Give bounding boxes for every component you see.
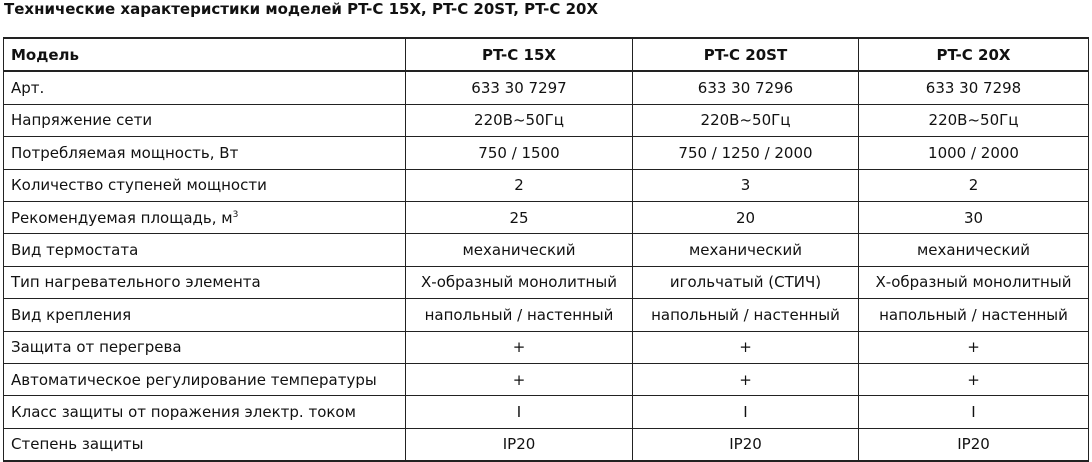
value-cell: + (633, 331, 859, 363)
table-row (4, 266, 1089, 298)
value-cell: 633 30 7296 (633, 71, 859, 104)
row-label-cell: Степень защиты (4, 428, 406, 461)
table-row (4, 299, 1089, 331)
value-cell: + (859, 363, 1089, 395)
header-model-cell: PT-C 20X (859, 38, 1089, 71)
header-model-cell: PT-C 20ST (633, 38, 859, 71)
value-cell: I (633, 396, 859, 428)
value-cell: IP20 (406, 428, 633, 461)
value-cell: 633 30 7298 (859, 71, 1089, 104)
value-cell: Х-образный монолитный (406, 266, 633, 298)
value-cell: 25 (406, 201, 633, 233)
value-cell: I (859, 396, 1089, 428)
row-label-cell: Автоматическое регулирование температуры (4, 363, 406, 395)
value-cell: 3 (633, 169, 859, 201)
value-cell: 750 / 1250 / 2000 (633, 137, 859, 169)
value-cell: 2 (859, 169, 1089, 201)
value-cell: 633 30 7297 (406, 71, 633, 104)
row-label-cell: Тип нагревательного элемента (4, 266, 406, 298)
value-cell: 750 / 1500 (406, 137, 633, 169)
header-model-cell: PT-C 15X (406, 38, 633, 71)
row-label-text: Рекомендуемая площадь, м (11, 208, 233, 227)
row-label-cell: Класс защиты от поражения электр. током (4, 396, 406, 428)
value-cell: 20 (633, 201, 859, 233)
table-row (4, 234, 1089, 266)
value-cell: IP20 (859, 428, 1089, 461)
row-label-cell: Вид термостата (4, 234, 406, 266)
value-cell: + (406, 331, 633, 363)
row-label-cell: Напряжение сети (4, 104, 406, 136)
value-cell: механический (406, 234, 633, 266)
table-row (4, 137, 1089, 169)
value-cell: I (406, 396, 633, 428)
value-cell: игольчатый (СТИЧ) (633, 266, 859, 298)
value-cell: механический (633, 234, 859, 266)
table-row (4, 331, 1089, 363)
row-label-cell: Защита от перегрева (4, 331, 406, 363)
table-row (4, 363, 1089, 395)
value-cell: + (859, 331, 1089, 363)
table-row (4, 201, 1089, 233)
header-label-cell: Модель (4, 38, 406, 71)
page-title: Технические характеристики моделей PT-C 15X, PT-C 20ST, PT-C 20X (4, 0, 599, 18)
table-row (4, 169, 1089, 201)
row-label-cell: Вид крепления (4, 299, 406, 331)
table-row (4, 71, 1089, 104)
value-cell: 220В~50Гц (859, 104, 1089, 136)
value-cell: 220В~50Гц (633, 104, 859, 136)
table-row (4, 104, 1089, 136)
value-cell: IP20 (633, 428, 859, 461)
value-cell: + (633, 363, 859, 395)
table-row (4, 396, 1089, 428)
table-row (4, 428, 1089, 461)
row-label-cell: Арт. (4, 71, 406, 104)
value-cell: Х-образный монолитный (859, 266, 1089, 298)
value-cell: + (406, 363, 633, 395)
row-label-cell: Количество ступеней мощности (4, 169, 406, 201)
value-cell: 2 (406, 169, 633, 201)
value-cell: механический (859, 234, 1089, 266)
value-cell: 30 (859, 201, 1089, 233)
specifications-table (3, 37, 1089, 462)
row-label-cell (4, 201, 406, 233)
table-header-row (4, 38, 1089, 71)
value-cell: 220В~50Гц (406, 104, 633, 136)
value-cell: напольный / настенный (633, 299, 859, 331)
superscript: 3 (232, 209, 239, 220)
value-cell: 1000 / 2000 (859, 137, 1089, 169)
row-label-cell: Потребляемая мощность, Вт (4, 137, 406, 169)
value-cell: напольный / настенный (859, 299, 1089, 331)
value-cell: напольный / настенный (406, 299, 633, 331)
